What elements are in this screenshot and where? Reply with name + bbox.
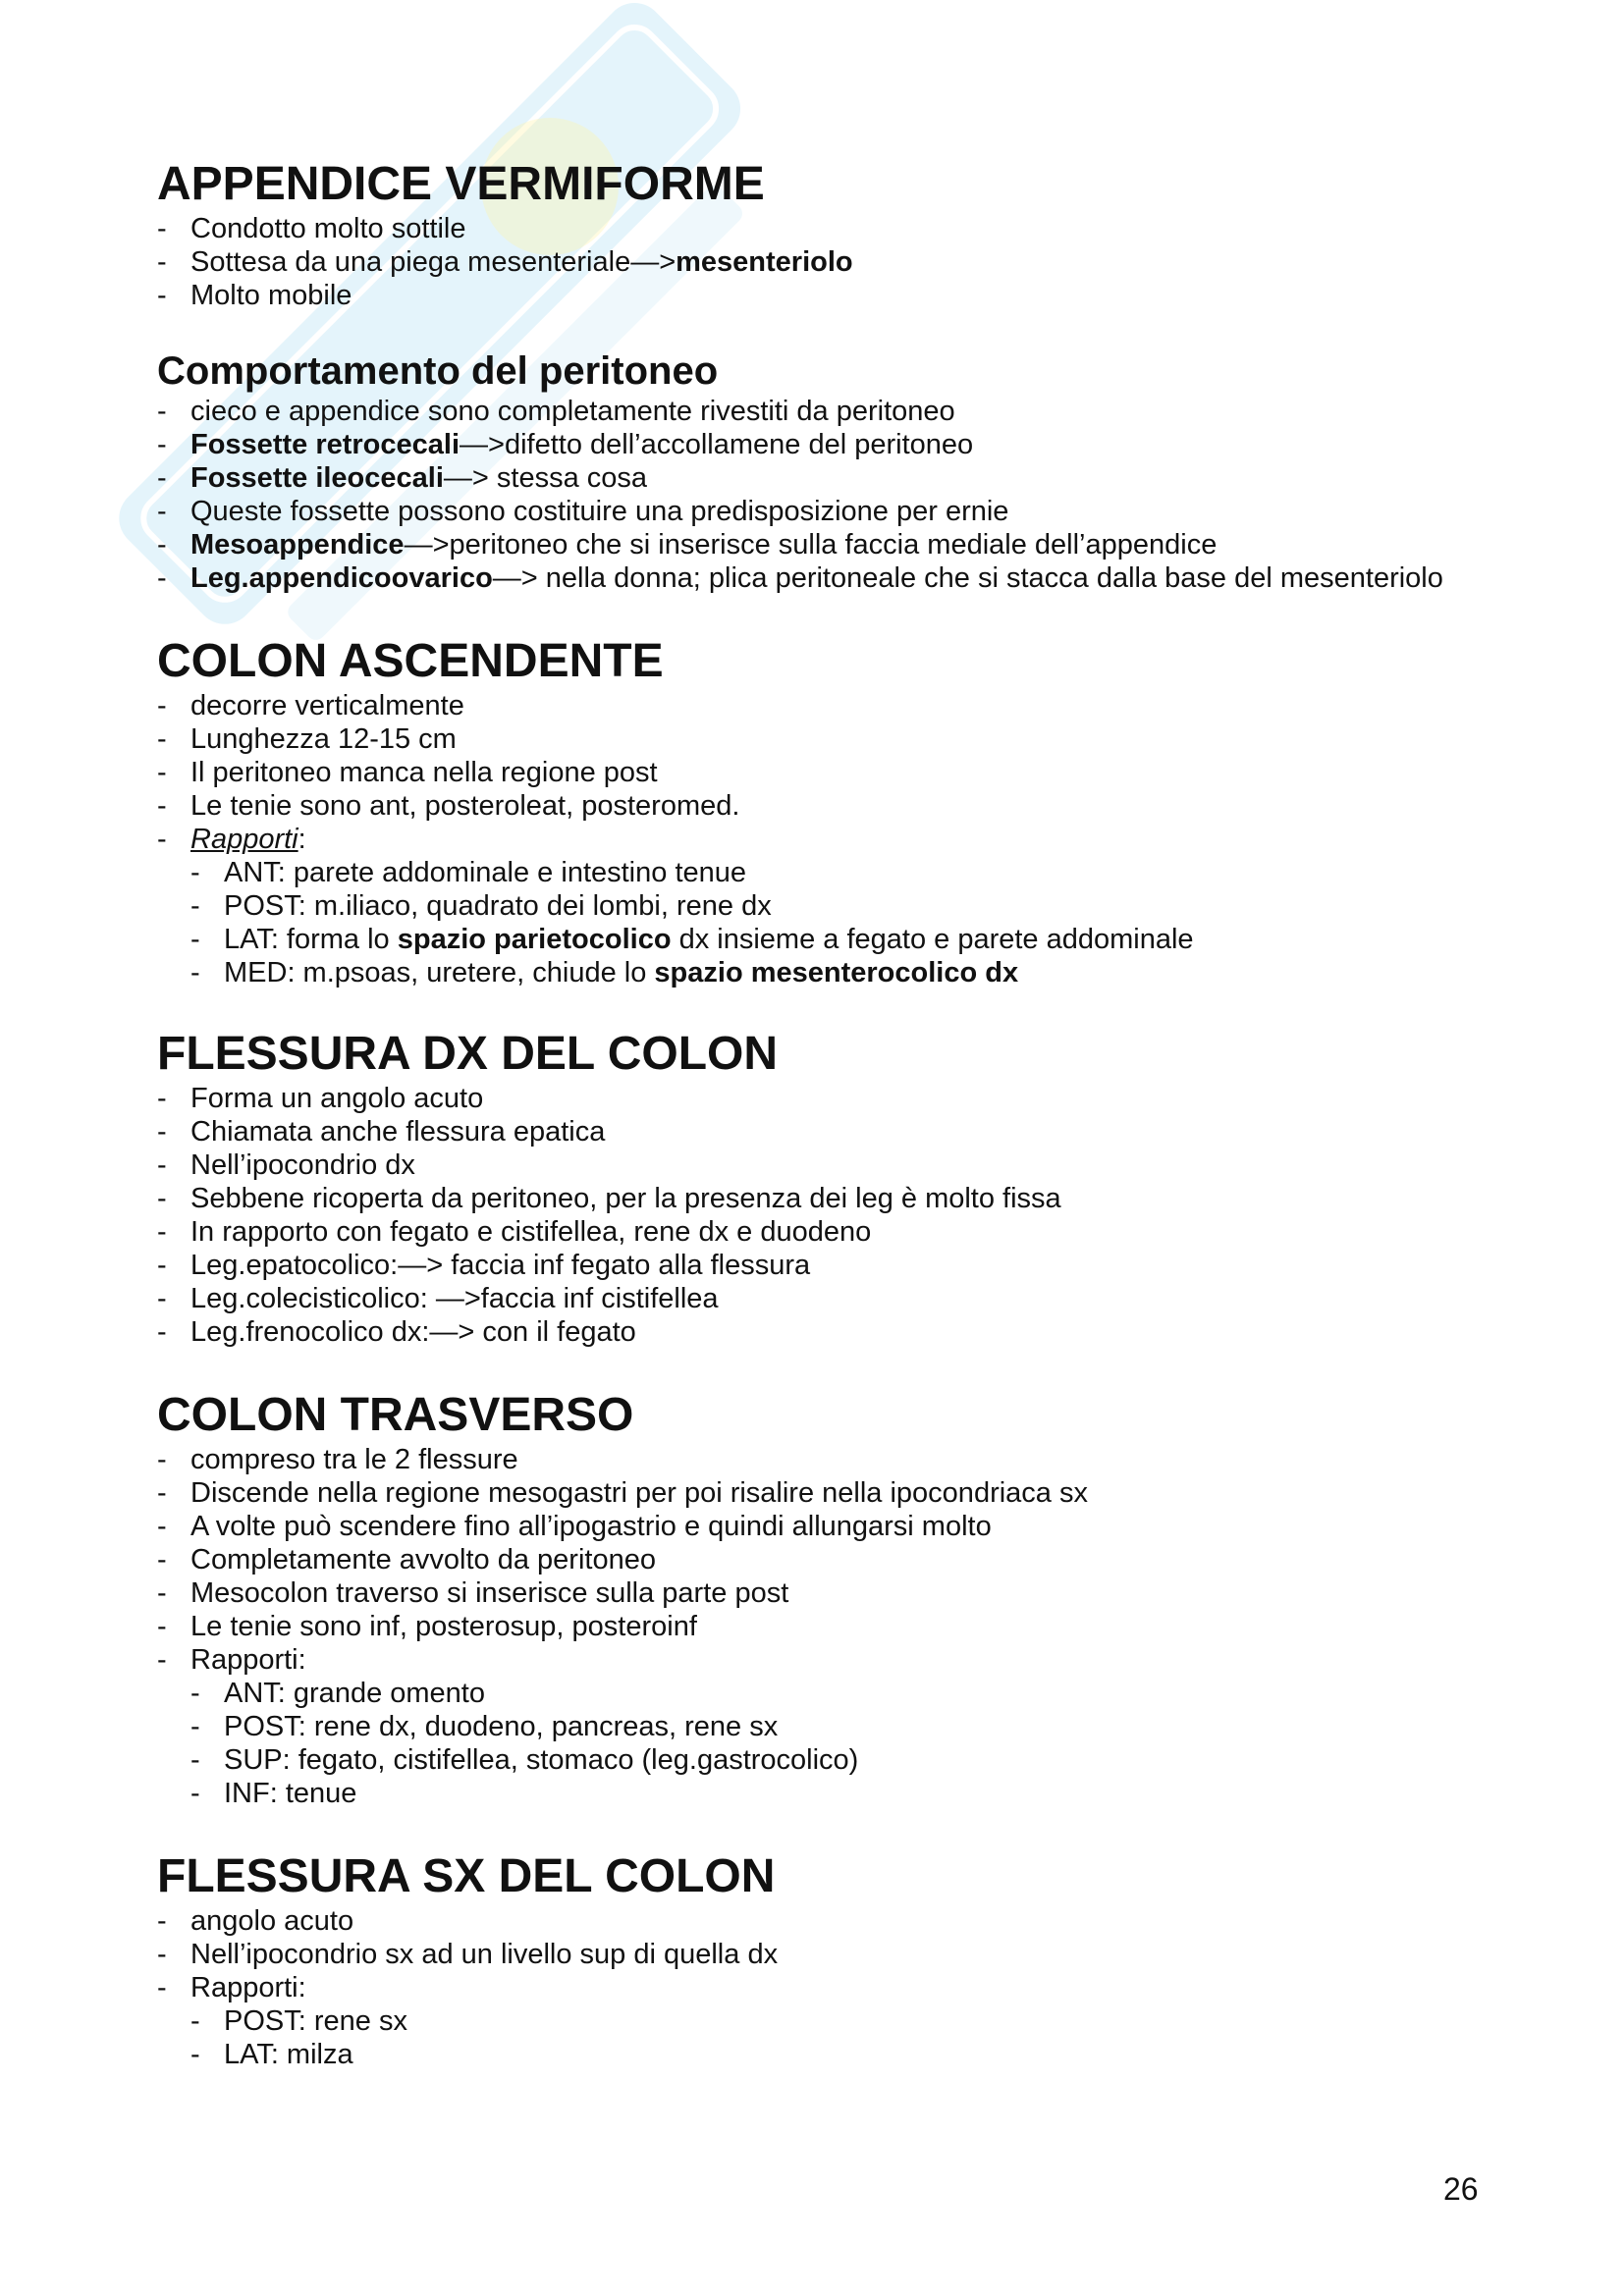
list-item: - Leg.frenocolico dx:—> con il fegato [157, 1316, 636, 1348]
list-item: - Leg.colecisticolico: —>faccia inf cistifellea [157, 1283, 719, 1314]
section-appendice [157, 157, 1473, 312]
list-item: - Mesocolon traverso si inserisce sulla parte post [157, 1577, 789, 1609]
bullet-list [157, 1082, 1473, 1349]
section-flessura-sx [157, 1849, 1473, 2071]
list-item: - Molto mobile [157, 280, 352, 311]
list-item: - Rapporti: - ANT: parete addominale e intestino tenue - POST: m.iliaco, quadrato dei lombi, rene dx - LAT: forma lo spazio parietocolico dx insieme a fegato e parete addominale - MED: m.psoas, uretere, chiude lo spazio mesenterocolico dx [157, 823, 1473, 989]
list-item: - Mesoappendice—>peritoneo che si inserisce sulla faccia mediale dell’appendice [157, 529, 1218, 561]
section-title: APPENDICE VERMIFORME [157, 158, 765, 210]
list-item: - A volte può scendere fino all’ipogastrio e quindi allungarsi molto [157, 1511, 992, 1542]
sub-list-item: - MED: m.psoas, uretere, chiude lo spazio mesenterocolico dx [190, 957, 1019, 988]
list-item: - Fossette retrocecali—>difetto dell’accollamene del peritoneo [157, 429, 974, 460]
list-item: - decorre verticalmente [157, 690, 464, 721]
list-item: - Le tenie sono inf, posterosup, posteroinf [157, 1611, 697, 1642]
list-item: - Condotto molto sottile [157, 213, 466, 244]
list-item: - cieco e appendice sono completamente rivestiti da peritoneo [157, 396, 955, 427]
list-item: - Leg.epatocolico:—> faccia inf fegato alla flessura [157, 1250, 811, 1281]
section-title: FLESSURA DX DEL COLON [157, 1028, 779, 1080]
page-content [157, 157, 1473, 2110]
list-item: - Rapporti: - POST: rene sx - LAT: milza [157, 1971, 1473, 2071]
section-colon-trasverso [157, 1388, 1473, 1810]
section-peritoneo [157, 347, 1473, 595]
section-title: COLON TRASVERSO [157, 1389, 634, 1441]
list-item: - Forma un angolo acuto [157, 1083, 484, 1114]
list-item: - Rapporti: - ANT: grande omento - POST: rene dx, duodeno, pancreas, rene sx - SUP: fegato, cistifellea, stomaco (leg.gastrocolico) - INF: tenue [157, 1643, 1473, 1810]
list-item: - Fossette ileocecali—> stessa cosa [157, 462, 648, 494]
list-item: - Lunghezza 12-15 cm [157, 723, 457, 755]
sub-list [190, 1677, 1473, 1810]
bullet-list [157, 689, 1473, 989]
list-item: - Leg.appendicoovarico—> nella donna; plica peritoneale che si stacca dalla base del mesenteriolo [157, 562, 1443, 594]
list-item: - Queste fossette possono costituire una predisposizione per ernie [157, 496, 1009, 527]
list-item: - Nell’ipocondrio sx ad un livello sup di quella dx [157, 1939, 779, 1970]
bullet-list [157, 212, 1473, 312]
list-item: - Nell’ipocondrio dx [157, 1149, 415, 1181]
bullet-list [157, 1904, 1473, 2071]
sub-list-item: - POST: m.iliaco, quadrato dei lombi, rene dx [190, 890, 772, 922]
sub-list-item: - SUP: fegato, cistifellea, stomaco (leg.gastrocolico) [190, 1744, 859, 1776]
list-item: - Sebbene ricoperta da peritoneo, per la presenza dei leg è molto fissa [157, 1183, 1061, 1214]
section-colon-ascendente [157, 634, 1473, 989]
section-title: FLESSURA SX DEL COLON [157, 1850, 776, 1902]
list-item: - Le tenie sono ant, posteroleat, posteromed. [157, 790, 740, 822]
section-title: Comportamento del peritoneo [157, 349, 719, 393]
sub-list-item: - INF: tenue [190, 1778, 357, 1809]
list-item: - Il peritoneo manca nella regione post [157, 757, 658, 788]
sub-list-item: - POST: rene sx [190, 2005, 407, 2037]
sub-list [190, 2004, 1473, 2071]
sub-list [190, 856, 1473, 989]
list-item: - Sottesa da una piega mesenteriale—>mesenteriolo [157, 246, 853, 278]
list-item: - angolo acuto [157, 1905, 354, 1937]
section-flessura-dx [157, 1027, 1473, 1349]
list-item: - Chiamata anche flessura epatica [157, 1116, 606, 1148]
bullet-list [157, 395, 1473, 595]
list-item: - compreso tra le 2 flessure [157, 1444, 518, 1475]
list-item: - Completamente avvolto da peritoneo [157, 1544, 656, 1575]
sub-list-item: - LAT: milza [190, 2039, 353, 2070]
list-item: - Discende nella regione mesogastri per poi risalire nella ipocondriaca sx [157, 1477, 1088, 1509]
sub-list-item: - ANT: grande omento [190, 1678, 485, 1709]
bullet-list [157, 1443, 1473, 1810]
page-number: 26 [1443, 2171, 1479, 2207]
section-title: COLON ASCENDENTE [157, 635, 664, 687]
sub-list-item: - ANT: parete addominale e intestino tenue [190, 857, 747, 888]
list-item: - In rapporto con fegato e cistifellea, rene dx e duodeno [157, 1216, 872, 1248]
sub-list-item: - POST: rene dx, duodeno, pancreas, rene sx [190, 1711, 779, 1742]
sub-list-item: - LAT: forma lo spazio parietocolico dx insieme a fegato e parete addominale [190, 924, 1194, 955]
